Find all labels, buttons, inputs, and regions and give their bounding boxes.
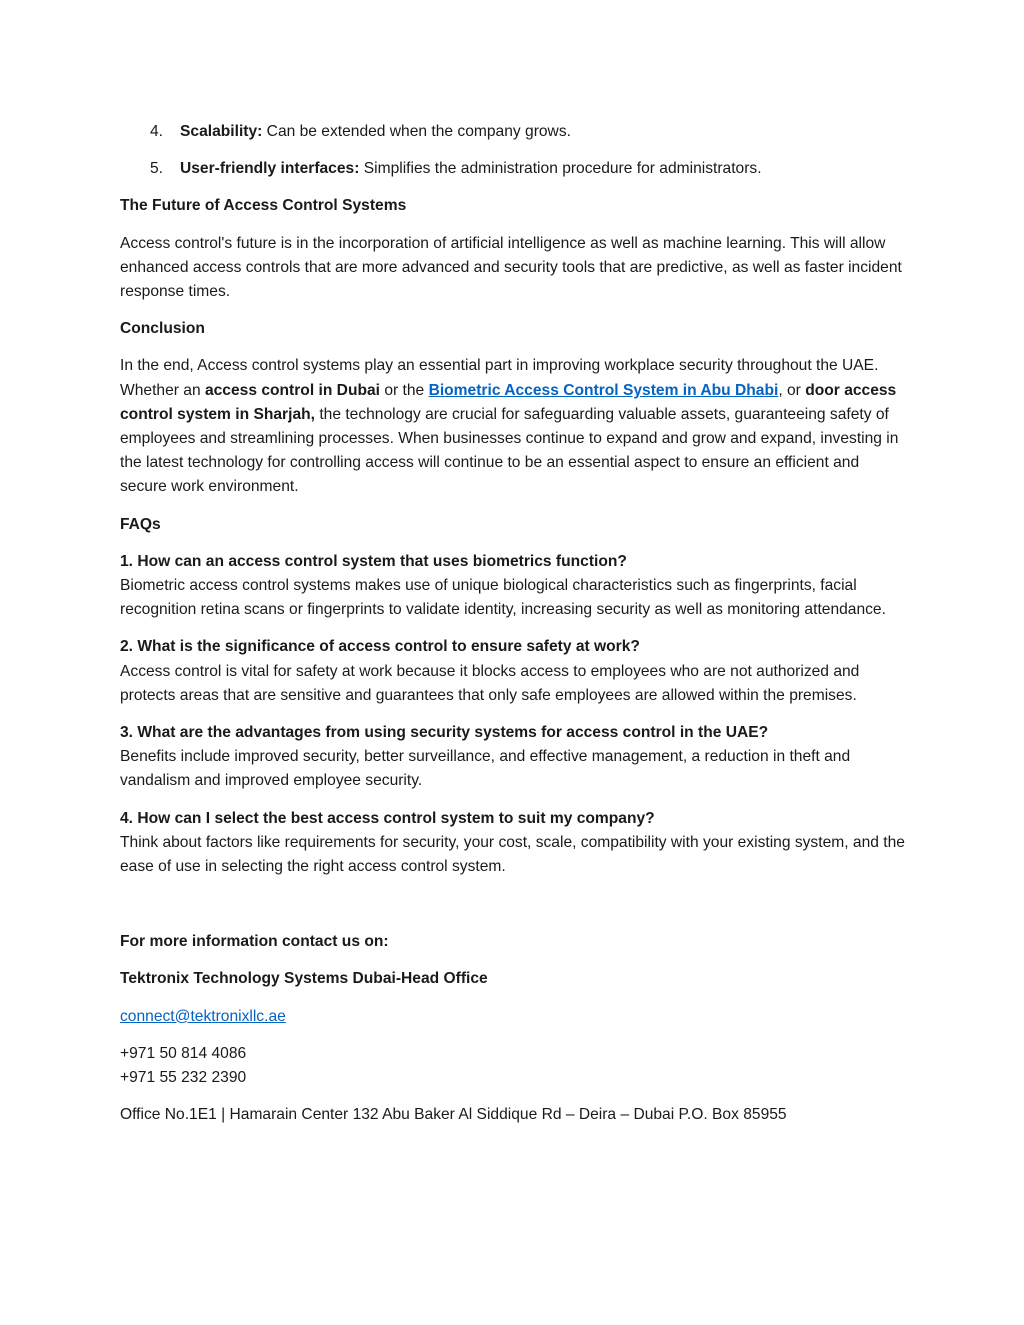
conclusion-paragraph: In the end, Access control systems play an essential part in improving workplace security throughout the UAE. Whether an access control in Dubai or the Biometric Access Control System in Abu Dhabi, or door access control system in Sharjah, the technology are crucial for safeguarding valuable assets, guaranteeing safety of employees and streamlining processes. When businesses continue to expand and grow and expand, investing in the latest technology for controlling access will continue to be an essential aspect to ensure an efficient and secure work environment.	[120, 357, 899, 496]
list-text: Can be extended when the company grows.	[262, 123, 571, 140]
biometric-abu-dhabi-link[interactable]: Biometric Access Control System in Abu Dhabi	[428, 381, 779, 399]
future-heading: The Future of Access Control Systems	[120, 197, 407, 215]
contact-heading: For more information contact us on:	[120, 933, 389, 951]
office-address: Office No.1E1 | Hamarain Center 132 Abu Baker Al Siddique Rd – Deira – Dubai P.O. Box 85955	[120, 1106, 787, 1124]
keyword-sharjah: door access control system in Sharjah,	[120, 381, 897, 423]
faq-item	[120, 550, 910, 623]
list-term: Scalability:	[180, 123, 263, 140]
list-item	[120, 120, 910, 144]
faqs-heading: FAQs	[120, 515, 161, 533]
faq-answer: Access control is vital for safety at work because it blocks access to employees who are not authorized and protects areas that are sensitive and guarantees that only safe employees are allowed within the premises.	[120, 662, 860, 704]
list-term: User-friendly interfaces:	[180, 160, 360, 178]
phone-number: +971 50 814 4086	[120, 1044, 247, 1062]
faq-answer: Biometric access control systems makes use of unique biological characteristics such as fingerprints, facial recognition retina scans or fingerprints to validate identity, increasing security as well as monitoring attendance.	[120, 577, 886, 619]
faq-item	[120, 807, 910, 880]
keyword-dubai: access control in Dubai	[204, 381, 381, 399]
company-name: Tektronix Technology Systems Dubai-Head Office	[120, 970, 488, 988]
list-number: 4.	[150, 123, 164, 140]
list-item	[120, 157, 910, 181]
faq-answer: Think about factors like requirements for security, your cost, scale, compatibility with your existing system, and the ease of use in selecting the right access control system.	[120, 833, 905, 876]
document-body	[120, 120, 910, 1128]
future-paragraph: Access control's future is in the incorporation of artificial intelligence as well as machine learning. This will allow enhanced access controls that are more advanced and security tools that are predictive, as well as faster incident response times.	[120, 234, 902, 301]
phone-number: +971 55 232 2390	[120, 1069, 247, 1087]
list-text: Simplifies the administration procedure for administrators.	[359, 160, 762, 178]
email-line	[120, 1005, 910, 1029]
faq-question: 4. How can I select the best access control system to suit my company?	[120, 809, 655, 827]
faq-question: 1. How can an access control system that uses biometrics function?	[120, 552, 627, 570]
list-number: 5.	[150, 160, 164, 178]
email-link[interactable]: connect@tektronixllc.ae	[120, 1007, 286, 1025]
faq-item	[120, 721, 910, 794]
conclusion-heading: Conclusion	[120, 320, 205, 338]
phone-block	[120, 1042, 910, 1090]
faq-question: 2. What is the significance of access control to ensure safety at work?	[120, 638, 640, 656]
faq-answer: Benefits include improved security, better surveillance, and effective management, a reduction in theft and vandalism and improved employee security.	[120, 748, 851, 790]
faq-item	[120, 635, 910, 708]
faq-question: 3. What are the advantages from using security systems for access control in the UAE?	[120, 724, 769, 742]
